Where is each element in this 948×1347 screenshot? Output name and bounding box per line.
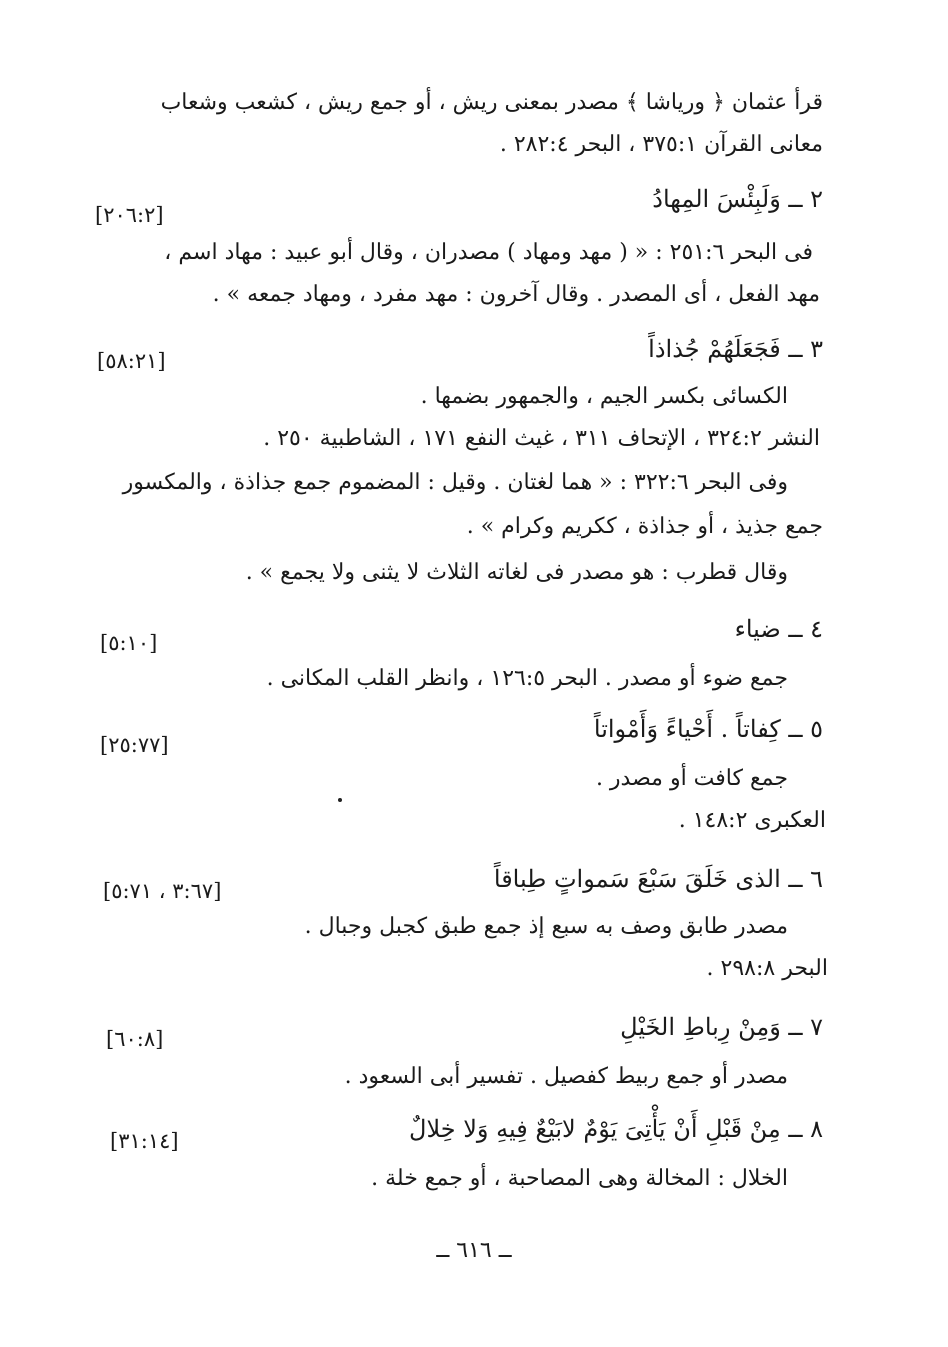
entry-2-line-1: فى البحر ٢٥١:٦ : « ( مهد ومهاد ) مصدران ، وقال أبو عبيد : مهاد اسم ، <box>164 240 813 265</box>
entry-3-line-3: وفى البحر ٣٢٢:٦ : « هما لغتان . وقيل : المضموم جمع جذاذة ، والمكسور <box>122 470 788 495</box>
entry-3-line-4: جمع جذيذ ، أو جذاذة ، ككريم وكرام » . <box>466 514 823 539</box>
entry-5-line-2: العكبرى ١٤٨:٢ . <box>678 808 826 833</box>
entry-5-reference: [٢٥:٧٧] <box>100 733 169 757</box>
entry-2-reference: [٢٠٦:٢] <box>95 203 164 227</box>
entry-7-line-1: مصدر أو جمع ربيط كفصيل . تفسير أبى السعود . <box>344 1064 788 1089</box>
entry-3-line-2: النشر ٣٢٤:٢ ، الإتحاف ٣١١ ، غيث النفع ١٧١ ، الشاطبية ٢٥٠ . <box>263 426 820 451</box>
entry-6-line-1: مصدر طابق وصف به سبع إذ جمع طبق كجبل وجبال . <box>304 914 788 939</box>
page-number: ــ ٦١٦ ــ <box>436 1238 512 1263</box>
entry-7-heading: ٧ ــ وَمِنْ رِباطِ الخَيْلِ <box>620 1013 823 1041</box>
entry-5-line-1: جمع كافت أو مصدر . <box>595 766 788 791</box>
entry-4-heading: ٤ ــ ضياء <box>734 615 823 643</box>
entry-6-reference: [٣:٦٧ ، ٥:٧١] <box>103 879 222 903</box>
entry-3-heading: ٣ ــ فَجَعَلَهُمْ جُذاذاً <box>648 335 823 363</box>
entry-4-reference: [٥:١٠] <box>100 631 158 655</box>
entry-2-heading: ٢ ــ وَلَبِئْسَ المِهادُ <box>652 185 823 213</box>
entry-7-reference: [٦٠:٨] <box>106 1027 164 1051</box>
entry-3-line-5: وقال قطرب : هو مصدر فى لغاته الثلاث لا يثنى ولا يجمع » . <box>245 560 788 585</box>
entry-2-line-2: مهد الفعل ، أى المصدر . وقال آخرون : مهد مفرد ، ومهاد جمعه » . <box>212 282 820 307</box>
entry-8-heading: ٨ ــ مِنْ قَبْلِ أَنْ يَأْتِىَ يَوْمٌ لابَيْعٌ فِيهِ وَلا خِلالٌ <box>409 1115 823 1143</box>
entry-6-heading: ٦ ــ الذى خَلَقَ سَبْعَ سَمواتٍ طِباقاً <box>493 865 823 893</box>
entry-8-reference: [٣١:١٤] <box>110 1129 179 1153</box>
entry-8-line-1: الخلال : المخالة وهى المصاحبة ، أو جمع خلة . <box>371 1166 788 1191</box>
entry-4-line-1: جمع ضوء أو مصدر . البحر ١٢٦:٥ ، وانظر القلب المكانى . <box>266 666 788 691</box>
entry-5-heading: ٥ ــ كِفاتاً . أَحْياءً وَأَمْواتاً <box>593 715 823 743</box>
intro-line-1: قرأ عثمان ﴿ ورياشا ﴾ مصدر بمعنى ريش ، أو جمع ريش ، كشعب وشعاب <box>160 90 823 115</box>
ink-speck <box>338 798 342 802</box>
entry-6-line-2: البحر ٢٩٨:٨ . <box>706 956 828 981</box>
intro-line-2: معانى القرآن ٣٧٥:١ ، البحر ٢٨٢:٤ . <box>499 132 823 157</box>
entry-3-reference: [٥٨:٢١] <box>97 349 166 373</box>
entry-3-line-1: الكسائى بكسر الجيم ، والجمهور بضمها . <box>420 384 788 409</box>
